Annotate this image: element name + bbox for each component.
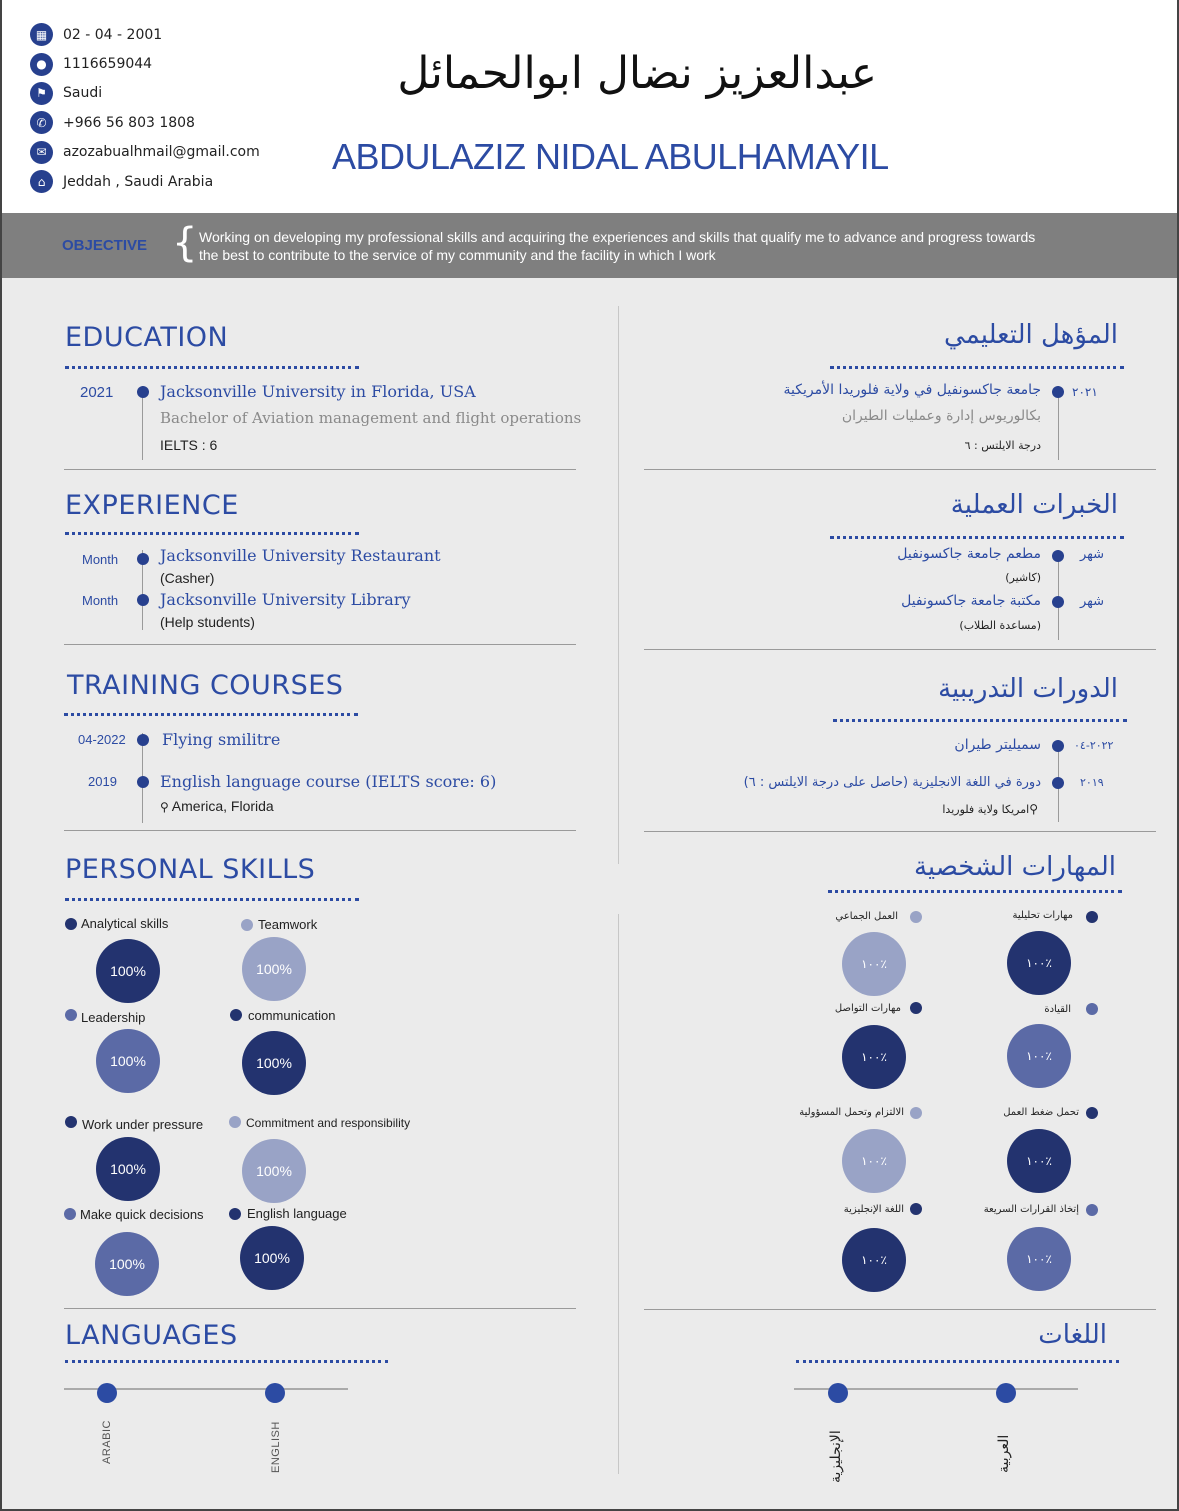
skill-circle-2: 100% [242, 937, 306, 1001]
skill-dot-7 [64, 1208, 76, 1220]
experience-bullet-1 [137, 553, 149, 565]
experience-dotted-rule [65, 532, 359, 535]
skill-label-ar-4: مهارات التواصل [834, 1003, 901, 1014]
skill-dot-5 [65, 1116, 77, 1128]
skill-circle-ar-1: ١٠٠٪ [1007, 931, 1071, 995]
skill-label-8: English language [247, 1206, 347, 1221]
skill-label-6: Commitment and responsibility [246, 1116, 411, 1130]
languages-dotted-rule [65, 1360, 388, 1363]
training-location-text-ar: امريكا ولاية فلوريدا [942, 803, 1030, 816]
skill-label-ar-3: القيادة [1044, 1004, 1071, 1015]
training-date-ar-1: ٢٠٢٢-٠٤ [1074, 739, 1114, 752]
education-title: EDUCATION [65, 322, 229, 353]
column-divider-bottom [618, 914, 619, 1474]
skill-label-ar-8: اللغة الإنجليزية [843, 1204, 904, 1215]
skill-circle-4: 100% [242, 1031, 306, 1095]
skill-dot-ar-6 [910, 1107, 922, 1119]
contact-birthdate [30, 20, 260, 49]
birthdate-text: 02 - 04 - 2001 [63, 26, 163, 43]
skill-circle-8: 100% [240, 1226, 304, 1290]
skill-label-ar-5: تحمل ضغط العمل [1003, 1107, 1079, 1118]
experience-timeline-ar [1058, 550, 1059, 640]
brace-icon: { [172, 220, 198, 266]
training-name-ar-1: سميليتر طيران [954, 737, 1041, 753]
skill-label-ar-7: إتخاذ القرارات السريعة [983, 1204, 1079, 1215]
language-label-ar-2: العربية [996, 1434, 1012, 1473]
phone-icon: ✆ [30, 111, 53, 134]
contact-nationality [30, 79, 260, 108]
skill-dot-ar-7 [1086, 1204, 1098, 1216]
skill-circle-ar-8: ١٠٠٪ [842, 1228, 906, 1292]
skill-dot-ar-4 [910, 1002, 922, 1014]
skills-title: PERSONAL SKILLS [65, 854, 316, 885]
id-text: 1116659044 [63, 56, 153, 73]
education-rule-ar [644, 469, 1156, 470]
experience-bullet-2 [137, 594, 149, 606]
training-location-text: America, Florida [171, 798, 274, 814]
training-date-1: 04-2022 [78, 732, 126, 747]
calendar-icon: ▦ [30, 23, 53, 46]
experience-role-2: (Help students) [160, 614, 255, 630]
skill-dot-3 [65, 1009, 77, 1021]
experience-place-ar-1: مطعم جامعة جاكسونفيل [897, 546, 1041, 562]
education-dotted-rule-ar [830, 366, 1124, 369]
skill-circle-ar-6: ١٠٠٪ [842, 1129, 906, 1193]
location-pin-icon-ar: ⚲ [1029, 802, 1038, 816]
skill-dot-1 [65, 918, 77, 930]
experience-place-1: Jacksonville University Restaurant [160, 546, 441, 565]
languages-dotted-rule-ar [796, 1360, 1119, 1363]
education-dotted-rule [65, 366, 359, 369]
training-date-2: 2019 [88, 774, 117, 789]
training-title: TRAINING COURSES [67, 670, 344, 701]
skills-dotted-rule [65, 898, 359, 901]
education-date-ar: ٢٠٢١ [1072, 385, 1098, 399]
skill-dot-2 [241, 919, 253, 931]
experience-date-1: Month [82, 552, 119, 567]
home-icon: ⌂ [30, 170, 53, 193]
skill-label-1: Analytical skills [81, 916, 169, 931]
contact-id [30, 49, 260, 78]
training-bullet-2 [137, 776, 149, 788]
skill-circle-6: 100% [242, 1139, 306, 1203]
skill-dot-8 [229, 1208, 241, 1220]
skill-dot-ar-2 [910, 911, 922, 923]
experience-date-ar-2: شهر [1080, 594, 1105, 609]
skill-circle-5: 100% [96, 1137, 160, 1201]
phone-text[interactable]: +966 56 803 1808 [63, 114, 195, 131]
language-dot-2 [265, 1383, 285, 1403]
header [2, 0, 1179, 213]
skill-dot-6 [229, 1116, 241, 1128]
skill-label-2: Teamwork [258, 917, 318, 932]
objective-band [2, 213, 1179, 278]
skill-circle-1: 100% [96, 939, 160, 1003]
education-ielts: IELTS : 6 [160, 437, 218, 453]
experience-rule [64, 644, 576, 645]
education-bullet-ar [1052, 386, 1064, 398]
education-school: Jacksonville University in Florida, USA [160, 382, 476, 401]
education-title-ar: المؤهل التعليمي [944, 320, 1118, 350]
education-degree: Bachelor of Aviation management and flight operations [160, 409, 582, 427]
experience-title-ar: الخبرات العملية [950, 490, 1118, 520]
experience-bullet-ar-2 [1052, 596, 1064, 608]
language-dot-ar-1 [828, 1383, 848, 1403]
skill-label-5: Work under pressure [82, 1117, 204, 1132]
training-location-ar-2 [942, 802, 1041, 816]
skill-label-ar-6: الالتزام وتحمل المسؤولية [799, 1107, 904, 1118]
address-text: Jeddah , Saudi Arabia [63, 173, 214, 190]
objective-text [199, 228, 1099, 264]
training-name-ar-2: دورة في اللغة الانجليزية (حاصل على درجة الايلتس : ٦) [743, 775, 1041, 790]
contact-phone [30, 108, 260, 137]
skills-rule [64, 1308, 576, 1309]
skill-circle-ar-5: ١٠٠٪ [1007, 1129, 1071, 1193]
experience-date-ar-1: شهر [1080, 547, 1105, 562]
skill-circle-ar-7: ١٠٠٪ [1007, 1227, 1071, 1291]
column-divider-top [618, 306, 619, 864]
experience-title: EXPERIENCE [65, 490, 239, 521]
skill-dot-ar-1 [1086, 911, 1098, 923]
skill-circle-ar-4: ١٠٠٪ [842, 1025, 906, 1089]
education-degree-ar: بكالوريوس إدارة وعمليات الطيران [841, 408, 1041, 424]
education-date: 2021 [80, 384, 114, 401]
training-dotted-rule-ar [833, 719, 1127, 722]
name-english: ABDULAZIZ NIDAL ABULHAMAYIL [332, 136, 889, 177]
skill-label-ar-1: مهارات تحليلية [1012, 910, 1073, 921]
flag-icon: ⚑ [30, 82, 53, 105]
experience-rule-ar [644, 649, 1156, 650]
skill-label-7: Make quick decisions [80, 1207, 204, 1222]
language-label-2: ENGLISH [270, 1421, 282, 1473]
skill-dot-ar-3 [1086, 1003, 1098, 1015]
education-school-ar: جامعة جاكسونفيل في ولاية فلوريدا الأمريكية [783, 382, 1041, 398]
skill-circle-ar-2: ١٠٠٪ [842, 932, 906, 996]
training-dotted-rule [64, 713, 358, 716]
user-icon: ● [30, 53, 53, 76]
training-date-ar-2: ٢٠١٩ [1080, 776, 1104, 789]
skill-circle-3: 100% [96, 1029, 160, 1093]
training-title-ar: الدورات التدريبية [938, 674, 1118, 704]
education-ielts-ar: درجة الايلتس : ٦ [964, 439, 1041, 452]
experience-dotted-rule-ar [830, 536, 1124, 539]
skill-circle-ar-3: ١٠٠٪ [1007, 1024, 1071, 1088]
language-dot-1 [97, 1383, 117, 1403]
skill-circle-7: 100% [95, 1232, 159, 1296]
education-bullet [137, 386, 149, 398]
skill-label-4: communication [248, 1008, 336, 1023]
skills-title-ar: المهارات الشخصية [913, 852, 1116, 882]
email-text[interactable]: azozabualhmail@gmail.com [63, 144, 260, 161]
skill-label-ar-2: العمل الجماعي [835, 911, 898, 922]
objective-line-1: Working on developing my professional skills and acquiring the experiences and skills that qualify me to advance and progress towards [199, 229, 1036, 245]
skills-rule-ar [644, 1309, 1156, 1310]
mail-icon: ✉ [30, 141, 53, 164]
objective-label: OBJECTIVE [62, 237, 148, 254]
skill-dot-4 [230, 1009, 242, 1021]
languages-title: LANGUAGES [65, 1320, 238, 1351]
skill-dot-ar-8 [910, 1203, 922, 1215]
language-label-1: ARABIC [101, 1420, 113, 1464]
languages-title-ar: اللغات [1038, 1320, 1107, 1350]
language-label-ar-1: الإنجليزية [828, 1430, 844, 1483]
skill-dot-ar-5 [1086, 1107, 1098, 1119]
experience-bullet-ar-1 [1052, 550, 1064, 562]
training-bullet-1 [137, 734, 149, 746]
experience-place-2: Jacksonville University Library [160, 590, 411, 609]
language-dot-ar-2 [996, 1383, 1016, 1403]
location-pin-icon: ⚲ [160, 800, 169, 814]
skills-dotted-rule-ar [828, 890, 1122, 893]
nationality-text: Saudi [63, 85, 103, 102]
training-bullet-ar-2 [1052, 777, 1064, 789]
resume-body [2, 278, 1179, 1511]
training-name-2: English language course (IELTS score: 6) [160, 772, 497, 791]
experience-role-ar-2: (مساعدة الطلاب) [959, 619, 1041, 632]
contact-email [30, 138, 260, 167]
training-rule-ar [644, 831, 1156, 832]
training-location-2 [160, 798, 274, 814]
education-rule [64, 469, 576, 470]
objective-line-2: the best to contribute to the service of my community and the facility in which I work [199, 247, 716, 263]
training-rule [64, 830, 576, 831]
training-bullet-ar-1 [1052, 740, 1064, 752]
training-name-1: Flying smilitre [162, 730, 281, 749]
experience-date-2: Month [82, 593, 119, 608]
experience-role-ar-1: (كاشير) [1005, 571, 1041, 584]
name-arabic: عبدالعزيز نضال ابوالحمائل [397, 48, 877, 99]
contact-address [30, 167, 260, 196]
contact-list [30, 20, 260, 196]
skill-label-3: Leadership [81, 1010, 146, 1025]
experience-role-1: (Casher) [160, 570, 215, 586]
experience-place-ar-2: مكتبة جامعة جاكسونفيل [901, 593, 1041, 609]
